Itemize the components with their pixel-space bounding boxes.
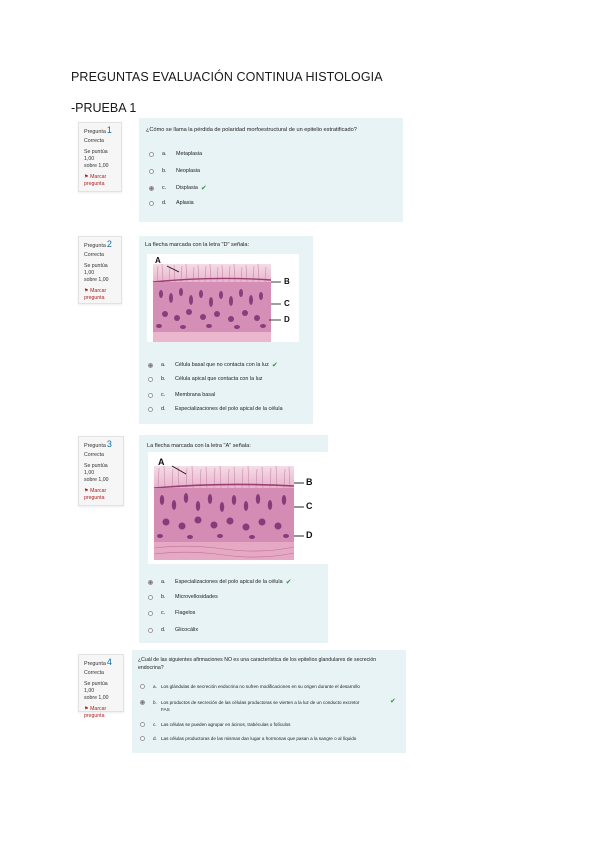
radio-button[interactable] [140, 736, 145, 741]
question-info-1 [78, 122, 122, 192]
question-text: La flecha marcada con la letra "D" señala: [145, 242, 250, 248]
check-icon: ✔ [285, 579, 292, 586]
radio-button-selected[interactable] [140, 700, 145, 705]
question-status: Correcta [84, 138, 104, 144]
radio-button[interactable] [149, 152, 154, 157]
answer-option[interactable]: b. Célula apical que contacta con la luz [148, 376, 263, 382]
answer-option-continuation: FAS [161, 707, 170, 712]
flag-icon: ⚑ [84, 488, 89, 494]
radio-button[interactable] [149, 201, 154, 206]
answer-option[interactable]: a. Especializaciones del polo apical de la célula ✔ [148, 578, 291, 586]
question-points: Se puntúa 1,00 [84, 149, 108, 162]
check-icon: ✔ [390, 698, 396, 705]
flag-icon: ⚑ [84, 288, 89, 294]
epithelium-micrograph [148, 452, 328, 564]
check-icon: ✔ [271, 362, 278, 369]
question-points-max: sobre 1,00 [84, 163, 109, 169]
question-status: Correcta [84, 252, 104, 258]
question-info-2 [78, 236, 122, 304]
radio-button-selected[interactable] [148, 363, 153, 368]
question-status: Correcta [84, 670, 104, 676]
question-info-4 [78, 654, 124, 719]
answer-option[interactable]: d. Especializaciones del polo apical de la célula [148, 406, 283, 412]
radio-button[interactable] [148, 377, 153, 382]
question-number: Pregunta2 [84, 239, 112, 249]
question-points: Se puntúa 1,00 [84, 263, 108, 276]
question-box-2 [139, 236, 313, 424]
question-points: Se puntúa 1,00 [84, 463, 108, 476]
question-text-line2: endocrina? [138, 665, 164, 671]
flag-question-link[interactable]: ⚑ Marcar pregunta [84, 288, 107, 301]
flag-question-link[interactable]: ⚑ Marcar pregunta [84, 488, 107, 501]
question-status: Correcta [84, 452, 104, 458]
document-title: PREGUNTAS EVALUACIÓN CONTINUA HISTOLOGIA [71, 70, 383, 84]
answer-option[interactable]: d. Las células productoras de las mismas dan lugar a hormonas que pasan a la sangre o al líquido [140, 736, 356, 741]
flag-icon: ⚑ [84, 174, 89, 180]
question-points-max: sobre 1,00 [84, 477, 109, 483]
image-label-d: D [284, 315, 290, 324]
radio-button[interactable] [148, 595, 153, 600]
question-info-3 [78, 436, 124, 506]
document-subtitle: -PRUEBA 1 [71, 101, 137, 115]
answer-option[interactable]: c. Displasia ✔ [149, 184, 207, 192]
radio-button-selected[interactable] [148, 580, 153, 585]
question-text: ¿Cómo se llama la pérdida de polaridad morfoestructural de un epitelio estratificado? [146, 127, 357, 133]
question-box-1 [139, 118, 403, 222]
image-label-a: A [158, 457, 165, 467]
flag-question-link[interactable]: ⚑ Marcar pregunta [84, 174, 107, 187]
epithelium-micrograph [147, 254, 299, 342]
answer-option[interactable]: c. Membrana basal [148, 392, 215, 398]
radio-button[interactable] [149, 169, 154, 174]
question-points-max: sobre 1,00 [84, 277, 109, 283]
check-icon: ✔ [200, 185, 207, 192]
answer-option[interactable]: a. Los glándulas de secreción endocrina no sufren modificaciones en su origen durante el desarrollo [140, 684, 360, 689]
radio-button-selected[interactable] [149, 186, 154, 191]
image-label-b: B [306, 477, 313, 487]
image-label-c: C [306, 501, 313, 511]
answer-option[interactable]: c. Las células se pueden agrupar en ácinos, trabéculas o folículos [140, 722, 290, 727]
answer-option[interactable]: d. Glicocálix [148, 627, 198, 633]
question-number: Pregunta1 [84, 125, 112, 135]
radio-button[interactable] [148, 407, 153, 412]
answer-option[interactable]: b. Neoplasia [149, 168, 200, 174]
radio-button[interactable] [140, 722, 145, 727]
answer-option[interactable]: c. Flagelos [148, 610, 195, 616]
answer-option[interactable]: a. Metaplasia [149, 151, 202, 157]
question-points: Se puntúa 1,00 [84, 681, 108, 694]
radio-button[interactable] [140, 684, 145, 689]
flag-icon: ⚑ [84, 706, 89, 712]
radio-button[interactable] [148, 628, 153, 633]
image-label-a: A [155, 256, 161, 265]
question-box-4 [132, 650, 406, 753]
histology-image [147, 254, 299, 342]
question-points-max: sobre 1,00 [84, 695, 109, 701]
radio-button[interactable] [148, 611, 153, 616]
question-number: Pregunta3 [84, 439, 112, 449]
question-number: Pregunta4 [84, 657, 112, 667]
image-label-c: C [284, 299, 290, 308]
answer-option[interactable]: b. Los productos de secreción de las células productoras se vierten a la luz de un conducto excretor [140, 700, 359, 705]
answer-option[interactable]: d. Aplasia [149, 200, 194, 206]
question-text: ¿Cuál de las siguientes afirmaciones NO es una característica de los epitelios glandulares de secreción [138, 657, 377, 663]
question-text: La flecha marcada con la letra "A" señala: [147, 443, 251, 449]
image-label-b: B [284, 277, 290, 286]
histology-image [148, 452, 328, 564]
question-box-3 [139, 435, 328, 643]
answer-option[interactable]: b. Microvellosidades [148, 594, 218, 600]
answer-option[interactable]: a. Célula basal que no contacta con la luz ✔ [148, 361, 278, 369]
flag-question-link[interactable]: ⚑ Marcar pregunta [84, 706, 107, 719]
image-label-d: D [306, 530, 313, 540]
radio-button[interactable] [148, 393, 153, 398]
